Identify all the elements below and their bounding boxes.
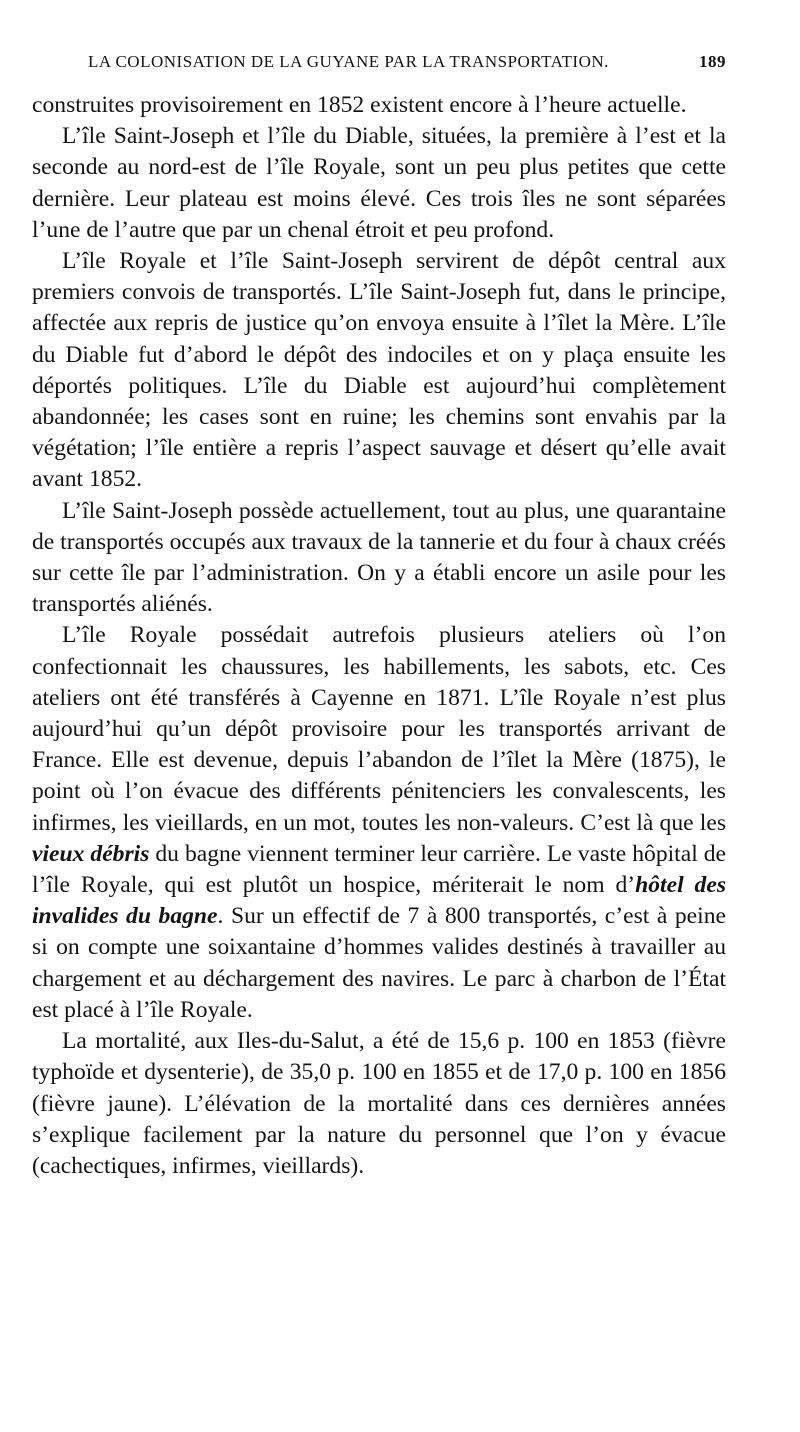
italic-phrase: vieux débris <box>32 840 150 867</box>
text-run: construites provisoirement en 1852 existent encore à l’heure actuelle. <box>32 92 687 118</box>
paragraph <box>32 496 726 621</box>
text-run: La mortalité, aux Iles-du-Salut, a été de 15,6 p. 100 en 1853 (fièvre typhoïde et dysenterie), de 35,0 p. 100 en 1855 et de 17,0 p. 100 en 1856 (fièvre jaune). L’élévation de la mortalité dans ces dernières années s’explique facilement par la nature du personnel que l’on y évacue (cachectiques, infirmes, vieillards). <box>32 1028 726 1179</box>
paragraph <box>32 1026 726 1182</box>
text-run: . Sur un effectif de 7 à 800 transportés, c’est à peine si on compte une soixantaine d’hommes valides destinés à travailler au chargement et au déchargement des navires. Le parc à charbon de l’État est placé à l’île Royale. <box>32 903 726 1023</box>
text-run: L’île Saint-Joseph et l’île du Diable, situées, la première à l’est et la seconde au nord-est de l’île Royale, sont un peu plus petites que cette dernière. Leur plateau est moins élevé. Ces trois îles ne sont séparées l’une de l’autre que par un chenal étroit et peu profond. <box>32 123 726 243</box>
paragraph <box>32 121 726 246</box>
text-run: L’île Royale et l’île Saint-Joseph servirent de dépôt central aux premiers convois de transportés. L’île Saint-Joseph fut, dans le principe, affectée aux repris de justice qu’on envoya ensuite à l’îlet la Mère. L’île du Diable fut d’abord le dépôt des indociles et on y plaça ensuite les déportés politiques. L’île du Diable est aujourd’hui complètement abandonnée; les cases sont en ruine; les chemins sont envahis par la végétation; l’île entière a repris l’aspect sauvage et désert qu’elle avait avant 1852. <box>32 248 726 493</box>
paragraph <box>32 90 726 121</box>
italic-phrase: hôtel des invalides du bagne <box>32 872 727 930</box>
text-run: L’île Royale possédait autrefois plusieurs ateliers où l’on confectionnait les chaussures, les habillements, les sabots, etc. Ces ateliers ont été transférés à Cayenne en 1871. L’île Royale n’est plus aujourd’hui qu’un dépôt provisoire pour les transportés arrivant de France. Elle est devenue, depuis l’abandon de l’îlet la Mère (1875), le point où l’on évacue des différents pénitenciers les convalescents, les infirmes, les vieillards, en un mot, toutes les non-valeurs. C’est là que les <box>32 622 726 836</box>
book-page <box>32 52 726 1182</box>
text-run: L’île Saint-Joseph possède actuellement, tout au plus, une quarantaine de transportés occupés aux travaux de la tannerie et du four à chaux créés sur cette île par l’administration. On y a établi encore un asile pour les transportés aliénés. <box>32 497 726 618</box>
paragraph <box>32 620 726 1026</box>
page-number: 189 <box>699 52 726 71</box>
running-head <box>32 52 726 72</box>
running-title: LA COLONISATION DE LA GUYANE PAR LA TRANSPORTATION. <box>88 52 609 71</box>
body-text <box>32 90 726 1182</box>
paragraph <box>32 246 726 496</box>
text-run: du bagne viennent terminer leur carrière. Le vaste hôpital de l’île Royale, qui est plutôt un hospice, mériterait le nom d’ <box>32 840 726 899</box>
